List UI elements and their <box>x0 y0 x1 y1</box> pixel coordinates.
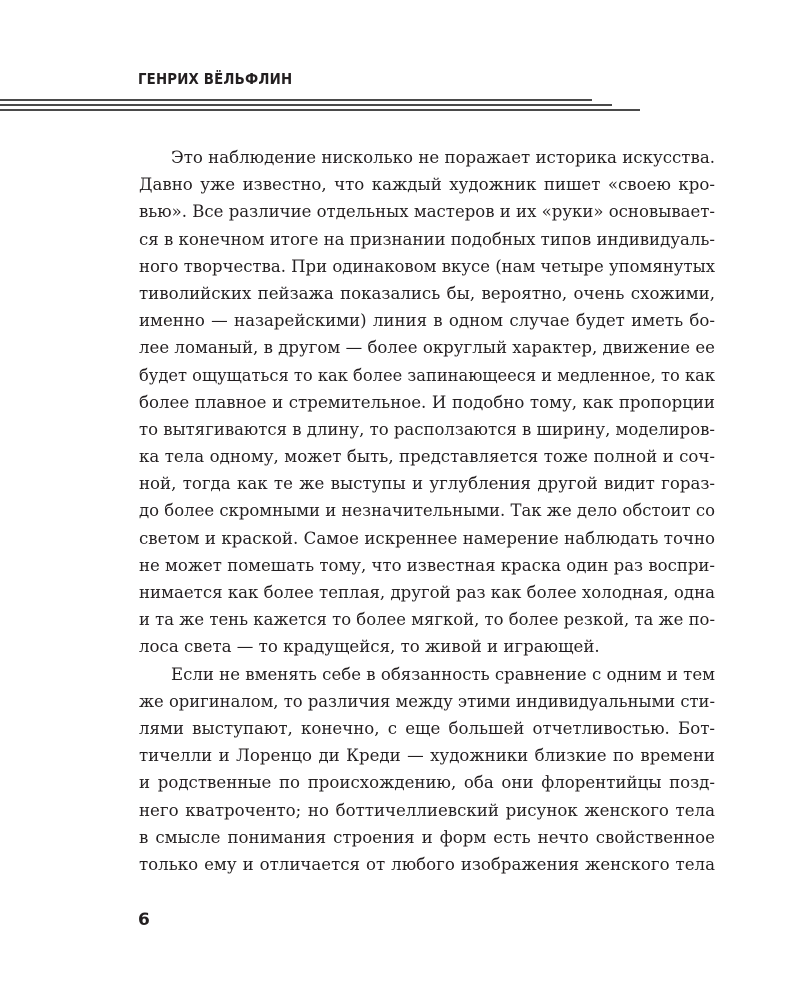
text-line: ся в конечном итоге на признании подобных типов индивидуаль- <box>139 229 715 249</box>
running-title: ГЕНРИХ ВЁЛЬФЛИН <box>138 70 293 88</box>
text-line: светом и краской. Самое искреннее намерение наблюдать точно <box>139 528 715 548</box>
text-line: нимается как более теплая, другой раз как более холодная, одна <box>139 583 715 602</box>
header-rule-1 <box>0 99 592 101</box>
text-line: него кватроченто; но боттичеллиевский рисунок женского тела <box>139 800 715 820</box>
text-line: тичелли и Лоренцо ди Креди — художники близкие по времени <box>139 746 715 766</box>
text-line: то вытягиваются в длину, то расползаются в ширину, моделиров- <box>139 419 715 439</box>
text-line: ка тела одному, может быть, представляется тоже полной и соч- <box>139 447 715 467</box>
text-line: лями выступают, конечно, с еще большей отчетливостью. Бот- <box>139 718 715 738</box>
text-line: Давно уже известно, что каждый художник пишет «своею кро- <box>139 175 715 195</box>
text-line: лее ломаный, в другом — более округлый характер, движение ее <box>139 338 715 358</box>
text-line: вью». Все различие отдельных мастеров и их «руки» основывает- <box>139 202 715 222</box>
body-text <box>139 144 715 878</box>
text-line: и родственные по происхождению, оба они флорентийцы позд- <box>139 773 715 793</box>
text-line: будет ощущаться то как более запинающееся и медленное, то как <box>139 365 715 385</box>
text-line: и та же тень кажется то более мягкой, то более резкой, та же по- <box>139 610 715 630</box>
page-number: 6 <box>138 910 150 930</box>
text-line: же оригиналом, то различия между этими индивидуальными сти- <box>139 691 715 711</box>
text-line: не может помешать тому, что известная краска один раз воспри- <box>139 555 715 575</box>
text-line: Если не вменять себе в обязанность сравнение с одним и тем <box>170 664 715 684</box>
header-rule-2 <box>0 104 612 106</box>
text-line: только ему и отличается от любого изображения женского тела <box>139 854 715 874</box>
text-line: лоса света — то крадущейся, то живой и играющей. <box>139 637 600 657</box>
text-line: Это наблюдение нисколько не поражает историка искусства. <box>171 148 715 167</box>
text-line: ной, тогда как те же выступы и углубления другой видит гораз- <box>139 474 715 494</box>
text-line: тиволийских пейзажа показались бы, вероятно, очень схожими, <box>139 283 715 303</box>
text-line: в смысле понимания строения и форм есть нечто свойственное <box>139 827 715 847</box>
header-rule-3 <box>0 109 640 111</box>
text-line: ного творчества. При одинаковом вкусе (нам четыре упомянутых <box>139 256 715 276</box>
text-line: до более скромными и незначительными. Так же дело обстоит со <box>139 501 715 521</box>
text-line: именно — назарейскими) линия в одном случае будет иметь бо- <box>139 311 715 331</box>
text-line: более плавное и стремительное. И подобно тому, как пропорции <box>139 392 715 412</box>
